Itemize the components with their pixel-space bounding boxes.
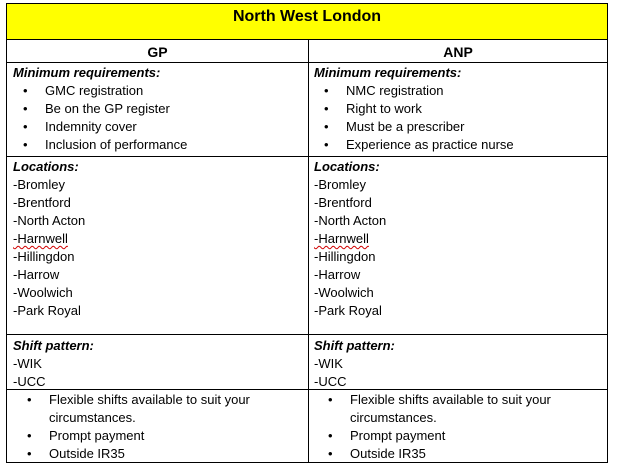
list-item: • Prompt payment	[314, 427, 574, 445]
shift-item: -WIK	[13, 356, 42, 371]
requirements-label: Minimum requirements:	[314, 65, 462, 80]
list-item: • Prompt payment	[13, 427, 273, 445]
location-item: -Harrow	[13, 267, 60, 282]
list-item: • Be on the GP register	[13, 100, 303, 118]
shift-label: Shift pattern:	[13, 338, 94, 353]
gp-requirements-cell	[13, 64, 303, 154]
list-item: • Outside IR35	[13, 445, 273, 463]
column-heading-gp: GP	[147, 44, 168, 60]
row-divider-locations	[7, 334, 607, 335]
requirements-list	[13, 82, 303, 154]
location-item: -Bromley	[314, 177, 367, 192]
shift-item: -UCC	[13, 374, 46, 389]
location-item: -Park Royal	[13, 303, 81, 318]
location-item: -North Acton	[314, 213, 387, 228]
shift-item: -WIK	[314, 356, 343, 371]
recruitment-table	[6, 3, 608, 463]
list-item: • Flexible shifts available to suit your circumstances.	[13, 391, 273, 427]
location-item: -Bromley	[13, 177, 66, 192]
requirements-list	[314, 82, 604, 154]
location-item: -Harrow	[314, 267, 361, 282]
requirements-label: Minimum requirements:	[13, 65, 161, 80]
location-item: -Brentford	[314, 195, 372, 210]
row-divider-requirements	[7, 156, 607, 157]
list-item: • GMC registration	[13, 82, 303, 100]
gp-locations-cell	[13, 158, 303, 320]
benefits-list	[314, 391, 574, 463]
spellcheck-flagged-word: -Harnwell	[13, 231, 68, 246]
location-item: -Park Royal	[314, 303, 382, 318]
column-divider	[308, 40, 309, 462]
anp-shift-cell	[314, 337, 604, 391]
locations-label: Locations:	[13, 159, 79, 174]
gp-benefits-cell	[13, 391, 273, 463]
location-item: -North Acton	[13, 213, 86, 228]
list-item: • Outside IR35	[314, 445, 574, 463]
location-item: -Woolwich	[13, 285, 73, 300]
list-item: • Must be a prescriber	[314, 118, 604, 136]
benefits-list	[13, 391, 273, 463]
list-item: • NMC registration	[314, 82, 604, 100]
location-item: -Hillingdon	[314, 249, 376, 264]
column-heading-anp: ANP	[443, 44, 473, 60]
shift-label: Shift pattern:	[314, 338, 395, 353]
table-title: North West London	[7, 4, 607, 40]
location-item: -Hillingdon	[13, 249, 75, 264]
list-item: • Inclusion of performance	[13, 136, 303, 154]
location-item	[13, 230, 303, 248]
list-item: • Experience as practice nurse	[314, 136, 604, 154]
shift-item: -UCC	[314, 374, 347, 389]
location-item	[314, 230, 604, 248]
list-item: • Right to work	[314, 100, 604, 118]
anp-locations-cell	[314, 158, 604, 320]
anp-requirements-cell	[314, 64, 604, 154]
locations-label: Locations:	[314, 159, 380, 174]
list-item: • Indemnity cover	[13, 118, 303, 136]
spellcheck-flagged-word: -Harnwell	[314, 231, 369, 246]
location-item: -Brentford	[13, 195, 71, 210]
list-item: • Flexible shifts available to suit your circumstances.	[314, 391, 574, 427]
gp-shift-cell	[13, 337, 303, 391]
location-item: -Woolwich	[314, 285, 374, 300]
anp-benefits-cell	[314, 391, 574, 463]
